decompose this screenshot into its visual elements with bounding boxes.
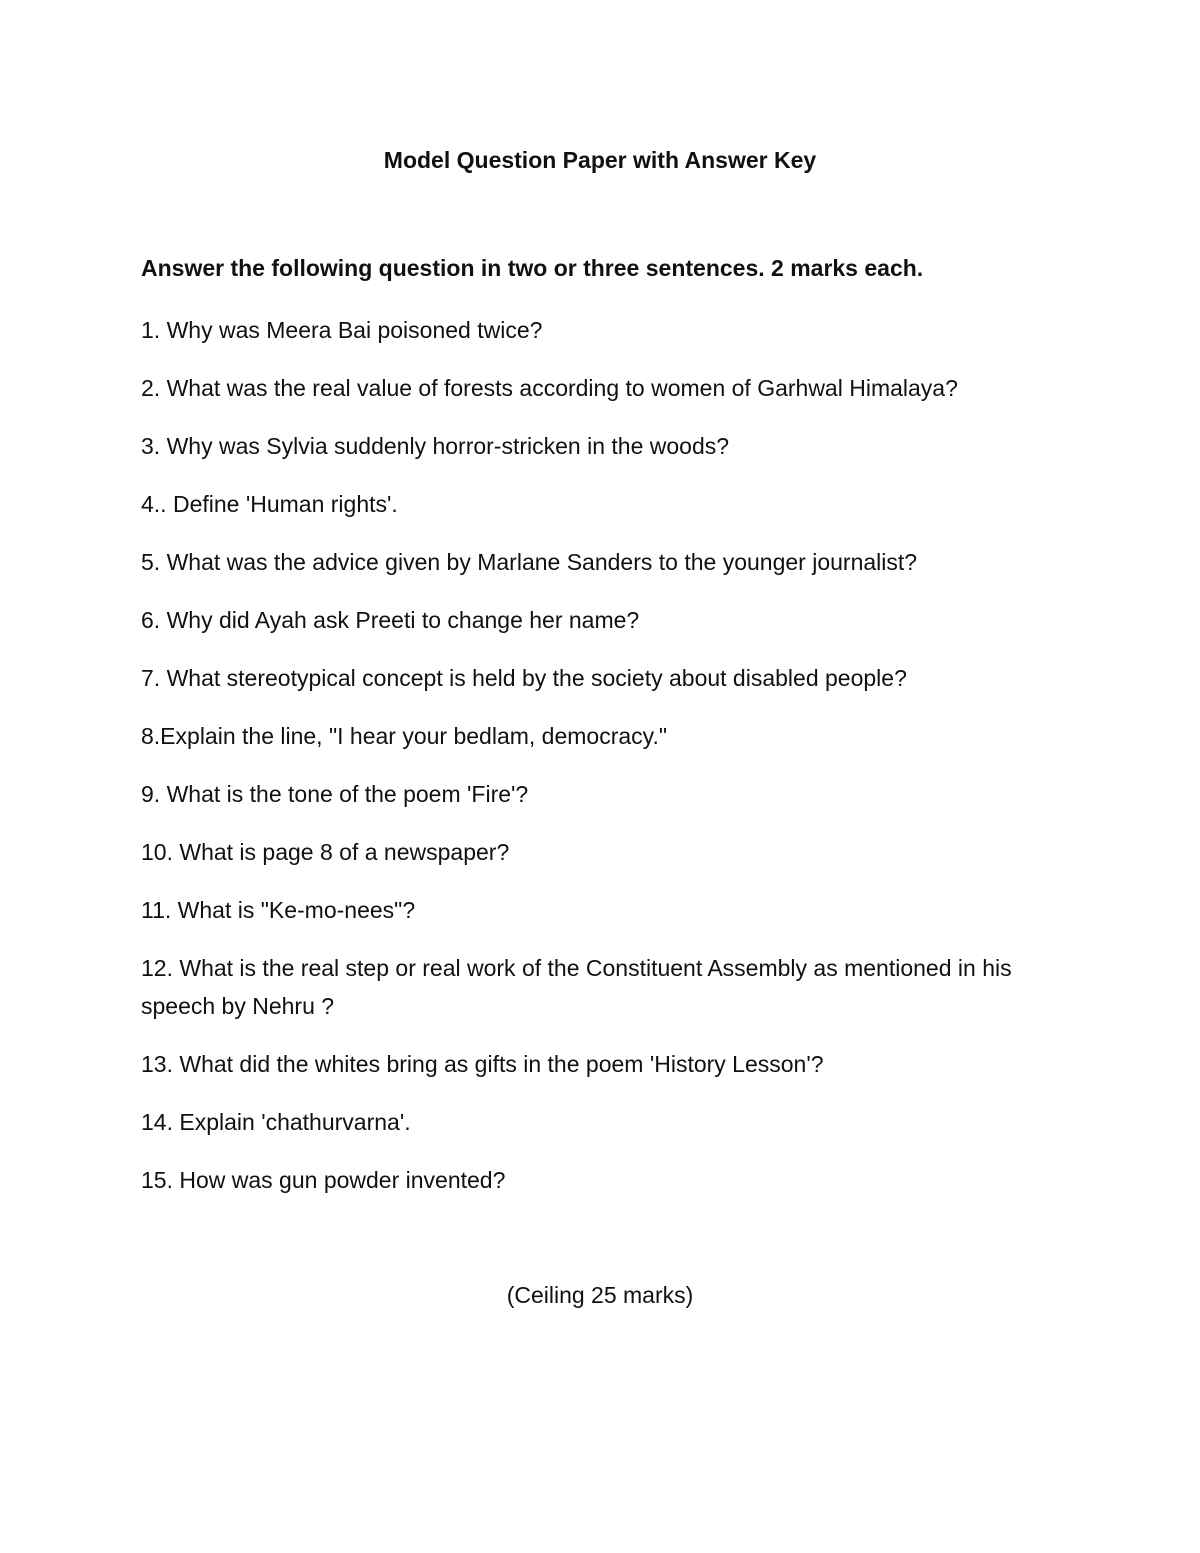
document-title: Model Question Paper with Answer Key xyxy=(383,147,817,173)
instruction-text: Answer the following question in two or three sentences. 2 marks each. xyxy=(141,255,924,281)
question-item: 7. What stereotypical concept is held by the society about disabled people? xyxy=(141,665,907,691)
ceiling-marks-note: (Ceiling 25 marks) xyxy=(506,1282,694,1308)
question-item: 8.Explain the line, "I hear your bedlam, democracy." xyxy=(141,723,668,749)
question-item: 13. What did the whites bring as gifts in the poem 'History Lesson'? xyxy=(141,1051,824,1077)
question-item: 2. What was the real value of forests according to women of Garhwal Himalaya? xyxy=(141,375,958,401)
question-item: 5. What was the advice given by Marlane Sanders to the younger journalist? xyxy=(141,549,918,575)
question-item: 4.. Define 'Human rights'. xyxy=(141,491,398,517)
question-item: 6. Why did Ayah ask Preeti to change her name? xyxy=(141,607,640,633)
question-list xyxy=(141,311,1061,1219)
question-item: 1. Why was Meera Bai poisoned twice? xyxy=(141,317,543,343)
question-item: 11. What is "Ke-mo-nees"? xyxy=(141,897,416,923)
question-item: 9. What is the tone of the poem 'Fire'? xyxy=(141,781,529,807)
question-item: 3. Why was Sylvia suddenly horror-stricken in the woods? xyxy=(141,433,730,459)
question-item: 14. Explain 'chathurvarna'. xyxy=(141,1109,411,1135)
question-item: 10. What is page 8 of a newspaper? xyxy=(141,839,510,865)
question-item: 15. How was gun powder invented? xyxy=(141,1167,506,1193)
question-item: 12. What is the real step or real work of the Constituent Assembly as mentioned in his speech by Nehru ? xyxy=(141,955,1012,1019)
